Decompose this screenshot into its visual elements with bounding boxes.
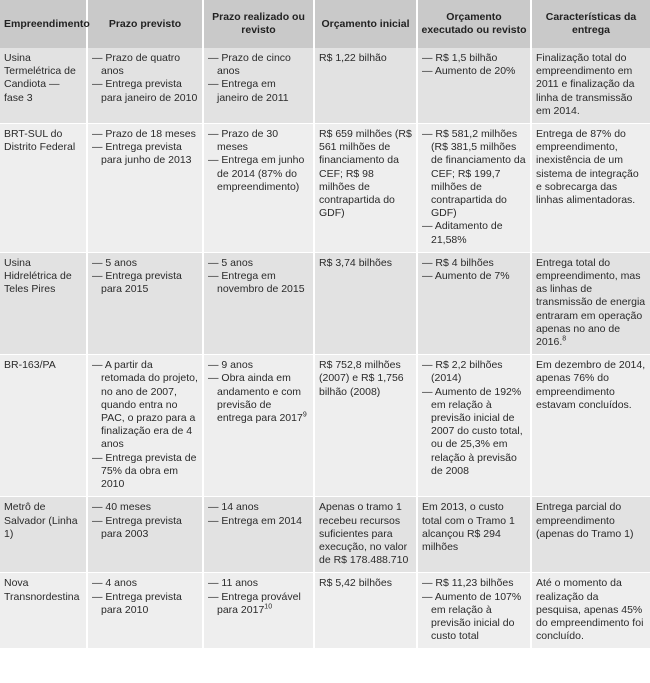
cell-prazo-previsto-line: — Entrega prevista de 75% da obra em 2010	[92, 451, 197, 491]
cell-caracteristicas	[531, 124, 650, 253]
cell-prazo-previsto	[87, 573, 203, 649]
cell-orcamento-executado-line: — R$ 581,2 milhões (R$ 381,5 milhões de financiamento da CEF; R$ 199,7 milhões de contrapartida do GDF)	[422, 128, 526, 220]
cell-prazo-previsto-line: — Prazo de quatro anos	[92, 52, 181, 78]
cell-prazo-previsto	[87, 252, 203, 354]
footnote-ref: 9	[302, 411, 307, 419]
cell-orcamento-inicial: R$ 659 milhões (R$ 561 milhões de financiamento da CEF; R$ 98 milhões de contrapartida do GDF)	[314, 124, 417, 253]
cell-prazo-realizado-line: — 11 anos	[208, 577, 259, 590]
cell-prazo-realizado	[203, 124, 314, 253]
cell-prazo-realizado-line: — Prazo de 30 meses	[208, 128, 279, 154]
cell-caracteristicas-text: Até o momento da realização da pesquisa, apenas 45% do empreendimento foi concluído.	[536, 577, 644, 643]
cell-caracteristicas	[531, 573, 650, 649]
header-caracteristicas: Características da entrega	[531, 0, 650, 48]
cell-caracteristicas	[531, 497, 650, 573]
cell-prazo-previsto	[87, 124, 203, 253]
cell-prazo-realizado-line: — Entrega em janeiro de 2011	[208, 78, 289, 104]
header-empreendimento: Empreendimento	[0, 0, 87, 48]
cell-caracteristicas	[531, 252, 650, 354]
cell-prazo-realizado-line: — 14 anos	[208, 501, 259, 514]
cell-prazo-realizado-line: — Entrega em junho de 2014 (87% do empreendimento)	[208, 154, 305, 193]
cell-empreendimento: Usina Termelétrica de Candiota — fase 3	[0, 48, 87, 124]
cell-empreendimento: BRT-SUL do Distrito Federal	[0, 124, 87, 253]
cell-prazo-previsto-line: — Entrega prevista para 2010	[92, 590, 182, 616]
cell-prazo-realizado-line: — 9 anos	[208, 359, 253, 372]
table-row	[0, 48, 650, 124]
cell-orcamento-executado	[417, 497, 531, 573]
cell-prazo-previsto-line: — Prazo de 18 meses	[92, 128, 196, 141]
table-row	[0, 573, 650, 649]
cell-orcamento-executado-line: — R$ 11,23 bilhões	[422, 577, 514, 590]
cell-orcamento-executado	[417, 124, 531, 253]
cell-prazo-realizado-line: — Entrega provável para 2017$^{10}$	[208, 590, 301, 616]
cell-prazo-previsto-line: — A partir da retomada do projeto, no ano de 2007, quando entra no PAC, o prazo para a finalização era de 4 anos	[92, 359, 198, 451]
cell-prazo-realizado	[203, 573, 314, 649]
footnote-ref: 10	[264, 603, 273, 611]
cell-prazo-previsto-line: — 40 meses	[92, 501, 151, 514]
cell-prazo-realizado-line: — 5 anos	[208, 256, 253, 269]
cell-orcamento-executado	[417, 355, 531, 497]
cell-orcamento-executado-line: — Aumento de 192% em relação à previsão inicial de 2007 do custo total, ou de 25,3% em relação à previsão de 2008	[422, 385, 523, 477]
cell-prazo-realizado-line: — Entrega em 2014	[208, 514, 302, 527]
cell-orcamento-executado-line: — Aumento de 20%	[422, 65, 516, 78]
cell-orcamento-executado-line: — Aumento de 107% em relação à previsão inicial do custo total	[422, 590, 522, 643]
table-row	[0, 497, 650, 573]
cell-orcamento-inicial: R$ 1,22 bilhão	[314, 48, 417, 124]
cell-caracteristicas-text: Entrega de 87% do empreendimento, inexistência de um sistema de integração e sobrecarga das linhas alimentadoras.	[536, 128, 639, 207]
cell-orcamento-inicial: R$ 752,8 milhões (2007) e R$ 1,756 bilhão (2008)	[314, 355, 417, 497]
cell-caracteristicas	[531, 48, 650, 124]
cell-orcamento-executado-line: — R$ 4 bilhões	[422, 256, 494, 269]
header-prazo-realizado: Prazo realizado ou revisto	[203, 0, 314, 48]
header-prazo-previsto: Prazo previsto	[87, 0, 203, 48]
cell-prazo-realizado-line: — Obra ainda em andamento e com previsão de entrega para 2017$^9$	[208, 372, 307, 425]
cell-prazo-previsto-line: — Entrega prevista para junho de 2013	[92, 141, 192, 167]
cell-empreendimento: Nova Transnordestina	[0, 573, 87, 649]
cell-caracteristicas-text: Entrega parcial do empreendimento (apenas do Tramo 1)	[536, 501, 634, 540]
cell-prazo-previsto-line: — Entrega prevista para 2015	[92, 270, 182, 296]
footnote-ref: 8	[562, 335, 567, 343]
cell-orcamento-inicial: R$ 3,74 bilhões	[314, 252, 417, 354]
cell-orcamento-executado-line: — R$ 2,2 bilhões (2014)	[422, 359, 503, 385]
cell-caracteristicas-text: Em dezembro de 2014, apenas 76% do empreendimento estavam concluídos.	[536, 359, 646, 411]
cell-caracteristicas	[531, 355, 650, 497]
cell-orcamento-executado-line: — Aditamento de 21,58%	[422, 220, 503, 246]
cell-prazo-previsto-line: — 5 anos	[92, 256, 137, 269]
cell-orcamento-executado	[417, 573, 531, 649]
table-row	[0, 355, 650, 497]
cell-orcamento-executado	[417, 252, 531, 354]
cell-prazo-realizado-line: — Entrega em novembro de 2015	[208, 270, 305, 296]
cell-prazo-previsto	[87, 48, 203, 124]
cell-orcamento-executado-line: — Aumento de 7%	[422, 270, 510, 283]
cell-prazo-realizado	[203, 355, 314, 497]
table-row	[0, 124, 650, 253]
cell-prazo-realizado-line: — Prazo de cinco anos	[208, 52, 291, 78]
header-row	[0, 0, 650, 48]
header-orcamento-inicial: Orçamento inicial	[314, 0, 417, 48]
cell-orcamento-executado-line: Em 2013, o custo total com o Tramo 1 alcançou R$ 294 milhões	[422, 501, 515, 553]
cell-empreendimento: Usina Hidrelétrica de Teles Pires	[0, 252, 87, 354]
cell-orcamento-inicial: R$ 5,42 bilhões	[314, 573, 417, 649]
cell-caracteristicas-text: Entrega total do empreendimento, mas as linhas de transmissão de energia entraram em operação apenas no ano de 2016.	[536, 256, 646, 349]
cell-prazo-realizado	[203, 252, 314, 354]
header-orcamento-executado: Orçamento executado ou revisto	[417, 0, 531, 48]
cell-prazo-previsto-line: — 4 anos	[92, 577, 137, 590]
cell-empreendimento: BR-163/PA	[0, 355, 87, 497]
cell-orcamento-executado	[417, 48, 531, 124]
cell-orcamento-inicial: Apenas o tramo 1 recebeu recursos suficientes para execução, no valor de R$ 178.488.710	[314, 497, 417, 573]
cell-caracteristicas-text: Finalização total do empreendimento em 2011 e finalização da linha de transmissão em 2014.	[536, 52, 635, 117]
table-row	[0, 252, 650, 354]
cell-prazo-previsto	[87, 355, 203, 497]
cell-prazo-realizado	[203, 48, 314, 124]
cell-prazo-realizado	[203, 497, 314, 573]
cell-prazo-previsto	[87, 497, 203, 573]
cell-prazo-previsto-line: — Entrega prevista para janeiro de 2010	[92, 78, 198, 104]
cell-orcamento-executado-line: — R$ 1,5 bilhão	[422, 52, 498, 64]
cell-empreendimento: Metrô de Salvador (Linha 1)	[0, 497, 87, 573]
cell-prazo-previsto-line: — Entrega prevista para 2003	[92, 514, 182, 540]
